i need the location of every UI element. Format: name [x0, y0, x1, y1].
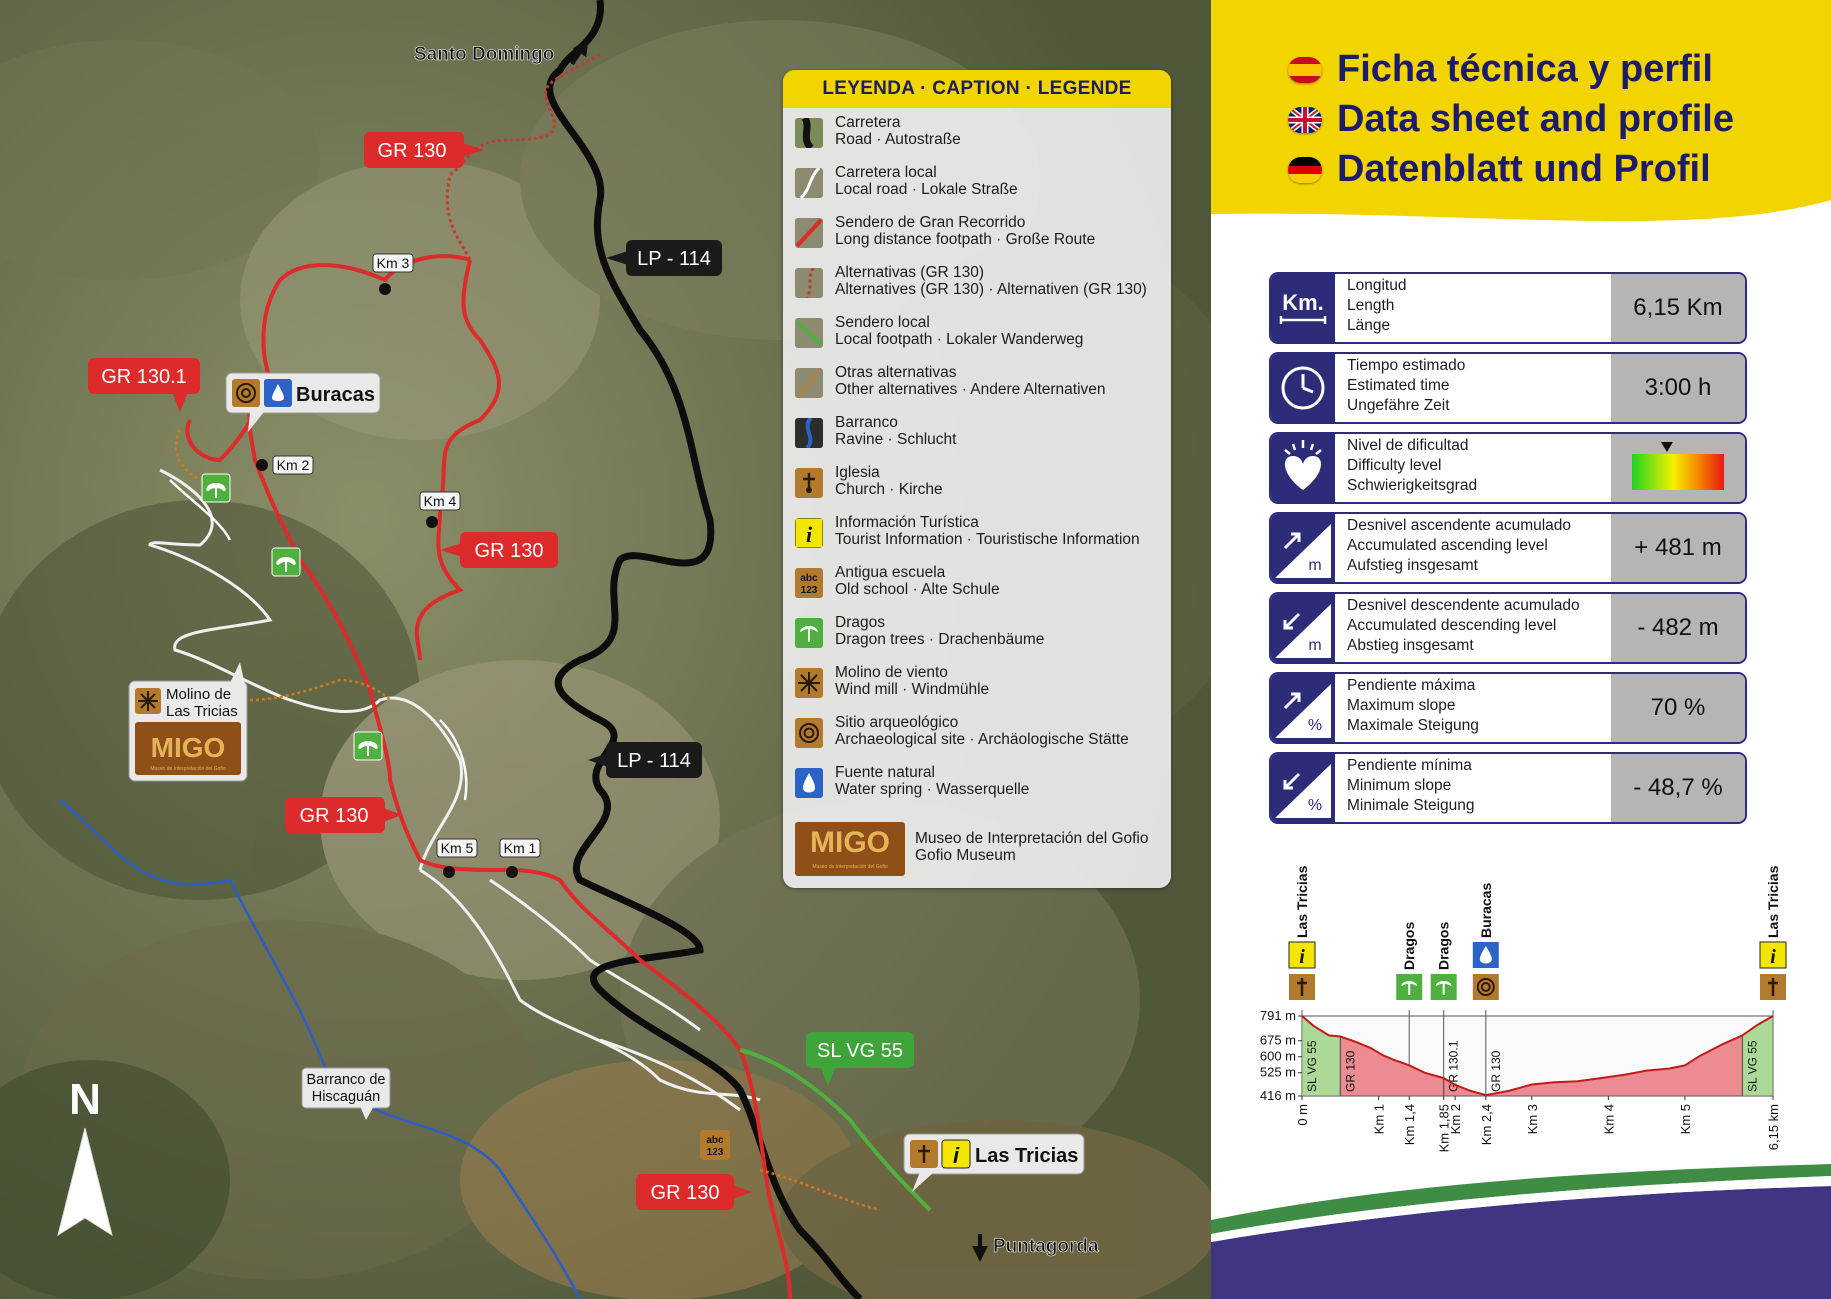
- stat-label: Minimum slope: [1347, 777, 1452, 794]
- panel-title: Ficha técnica y perfil: [1337, 48, 1713, 90]
- km-marker-label: Km 1: [503, 840, 537, 856]
- stat-label: Länge: [1347, 317, 1391, 334]
- x-tick-label: Km 2,4: [1478, 1104, 1494, 1146]
- ascending-icon: [1271, 514, 1335, 582]
- km-marker-label: Km 3: [376, 255, 410, 271]
- germany-flag-icon: [1288, 157, 1322, 183]
- x-tick-label: Km 5: [1677, 1104, 1693, 1135]
- dragon-tree-icon: [795, 618, 823, 648]
- svg-text:i: i: [952, 1143, 960, 1168]
- legend-label-translations: Long distance footpath · Große Route: [835, 231, 1096, 248]
- legend-row: [795, 714, 1165, 760]
- old-school-icon: [795, 568, 823, 598]
- legend-label-translations: Old school · Alte Schule: [835, 581, 1000, 598]
- stat-label: Pendiente máxima: [1347, 677, 1476, 694]
- stat-value: - 48,7 %: [1611, 754, 1745, 822]
- svg-text:m: m: [1308, 637, 1322, 654]
- stat-label: Accumulated ascending level: [1347, 537, 1548, 554]
- heart-difficulty-icon: [1271, 434, 1335, 502]
- gr130-tag: [285, 797, 402, 833]
- legend-label-translations: Alternatives (GR 130) · Alternativen (GR 130): [835, 281, 1147, 298]
- stat-value: 70 %: [1611, 674, 1745, 742]
- legend-label-primary: Barranco: [835, 414, 898, 431]
- poi-label: Las Tricias: [1294, 865, 1310, 938]
- x-tick-label: 0 m: [1295, 1104, 1310, 1126]
- stat-label: Pendiente mínima: [1347, 757, 1472, 774]
- legend-label-translations: Tourist Information · Touristische Information: [835, 531, 1140, 548]
- ravine-icon: [795, 418, 823, 448]
- stat-label: Nivel de dificultad: [1347, 437, 1469, 454]
- data-sheet-panel: [1211, 0, 1831, 1299]
- poi-label: Buracas: [1477, 882, 1494, 938]
- y-tick-label: 600 m: [1259, 1048, 1296, 1064]
- panel-title: Datenblatt und Profil: [1337, 148, 1711, 190]
- segment-label: GR 130.1: [1446, 1040, 1461, 1092]
- dragon-tree-icon: [272, 548, 300, 576]
- svg-text:Buracas: Buracas: [296, 384, 375, 406]
- stat-row: [1269, 352, 1747, 424]
- bottom-stripes: [1211, 1150, 1831, 1299]
- elevation-profile-chart: [1211, 840, 1831, 1170]
- y-tick-label: 525 m: [1259, 1064, 1296, 1080]
- svg-text:i: i: [1299, 946, 1305, 968]
- km-marker-label: Km 4: [423, 493, 457, 509]
- poi-label: Dragos: [1435, 921, 1452, 970]
- dragon-tree-icon: [1431, 974, 1457, 1000]
- legend-row: [795, 464, 1165, 510]
- svg-text:Las Tricias: Las Tricias: [975, 1145, 1079, 1167]
- svg-text:LP - 114: LP - 114: [617, 750, 691, 772]
- legend-label-translations: Archaeological site · Archäologische Stätte: [835, 731, 1129, 748]
- descending-icon: [1271, 594, 1335, 662]
- water-spring-icon: [795, 768, 823, 798]
- legend-museum-l1: Museo de Interpretación del Gofio: [915, 830, 1149, 847]
- segment-label: SL VG 55: [1745, 1040, 1760, 1092]
- svg-text:GR 130: GR 130: [299, 805, 369, 827]
- stat-label: Maximale Steigung: [1347, 717, 1479, 734]
- svg-text:m: m: [1308, 557, 1322, 574]
- archaeological-site-icon: [795, 718, 823, 748]
- legend-label-primary: Alternativas (GR 130): [835, 264, 985, 281]
- santo-domingo-label: Santo Domingo: [414, 44, 555, 65]
- svg-text:123: 123: [800, 585, 818, 596]
- legend-label-translations: Local road · Lokale Straße: [835, 181, 1018, 198]
- x-tick-label: Km 2: [1448, 1104, 1464, 1135]
- stat-label: Difficulty level: [1347, 457, 1442, 474]
- stat-row: [1269, 752, 1747, 824]
- svg-text:GR 130: GR 130: [650, 1182, 720, 1204]
- svg-text:Museo de Interpretación del Go: Museo de Interpretación del Gofio: [150, 766, 226, 772]
- svg-text:GR 130.1: GR 130.1: [101, 366, 187, 388]
- legend-label-translations: Road · Autostraße: [835, 131, 961, 148]
- km-marker-label: Km 5: [440, 840, 474, 856]
- dragon-tree-icon: [354, 732, 382, 760]
- legend-row: [795, 314, 1165, 360]
- stat-label: Desnivel descendente acumulado: [1347, 597, 1580, 614]
- svg-text:MIGO: MIGO: [150, 732, 226, 763]
- stat-row: [1269, 592, 1747, 664]
- svg-text:GR 130: GR 130: [474, 540, 544, 562]
- legend-label-translations: Ravine · Schlucht: [835, 431, 957, 448]
- legend-label-primary: Carretera: [835, 114, 901, 131]
- svg-text:Molino de: Molino de: [166, 686, 232, 703]
- legend-label-translations: Other alternatives · Andere Alternativen: [835, 381, 1106, 398]
- difficulty-gauge: [1611, 434, 1745, 502]
- legend-label-translations: Water spring · Wasserquelle: [835, 781, 1030, 798]
- x-tick-label: Km 1,4: [1402, 1104, 1418, 1146]
- stat-label: Desnivel ascendente acumulado: [1347, 517, 1572, 534]
- stat-value: 6,15 Km: [1611, 274, 1745, 342]
- water-spring-icon: [1473, 942, 1499, 968]
- stat-label: Accumulated descending level: [1347, 617, 1557, 634]
- tourist-info-icon: [1760, 942, 1786, 968]
- legend-label-primary: Sendero local: [835, 314, 930, 331]
- max-slope-icon: [1271, 674, 1335, 742]
- legend-label-translations: Dragon trees · Drachenbäume: [835, 631, 1045, 648]
- legend-row: [795, 364, 1165, 410]
- stat-label: Estimated time: [1347, 377, 1450, 394]
- svg-text:abc: abc: [706, 1135, 724, 1146]
- stat-value: - 482 m: [1611, 594, 1745, 662]
- road-icon: [795, 118, 823, 148]
- tourist-info-icon: [795, 518, 823, 548]
- archaeological-site-icon: [1473, 974, 1499, 1000]
- legend-label-translations: Wind mill · Windmühle: [835, 681, 990, 698]
- panel-title: Data sheet and profile: [1337, 98, 1734, 140]
- legend-row: [795, 164, 1165, 210]
- church-icon: [1289, 974, 1315, 1000]
- spain-flag-icon: [1288, 57, 1322, 83]
- min-slope-icon: [1271, 754, 1335, 822]
- migo-logo: MIGO Museo de Interpretación del Gofio: [795, 822, 905, 876]
- legend-panel: [783, 70, 1171, 888]
- windmill-icon: [795, 668, 823, 698]
- legend-row: [795, 664, 1165, 710]
- stat-label: Ungefähre Zeit: [1347, 397, 1450, 414]
- segment-label: GR 130: [1488, 1050, 1503, 1092]
- stat-label: Tiempo estimado: [1347, 357, 1466, 374]
- y-tick-label: 675 m: [1259, 1032, 1296, 1048]
- stat-label: Maximum slope: [1347, 697, 1456, 714]
- legend-label-primary: Dragos: [835, 614, 885, 631]
- stat-value: + 481 m: [1611, 514, 1745, 582]
- svg-text:N: N: [69, 1075, 101, 1124]
- segment-label: SL VG 55: [1305, 1040, 1319, 1092]
- tourist-info-icon: [1289, 942, 1315, 968]
- y-tick-label: 791 m: [1259, 1008, 1296, 1023]
- poi-label: Las Tricias: [1765, 865, 1781, 938]
- x-tick-label: Km 4: [1601, 1104, 1617, 1135]
- stat-row: [1269, 432, 1747, 504]
- svg-text:abc: abc: [800, 573, 818, 584]
- km-marker-label: Km 2: [276, 457, 310, 473]
- gr-alternative-icon: [795, 268, 823, 298]
- legend-row: [795, 264, 1165, 310]
- legend-label-primary: Antigua escuela: [835, 564, 946, 581]
- stat-row: [1269, 672, 1747, 744]
- svg-text:Las Tricias: Las Tricias: [166, 703, 238, 720]
- old-school-icon: [700, 1130, 730, 1160]
- svg-text:Barranco de: Barranco de: [306, 1072, 386, 1088]
- gr-footpath-icon: [795, 218, 823, 248]
- svg-text:%: %: [1307, 717, 1323, 734]
- legend-label-translations: Local footpath · Lokaler Wanderweg: [835, 331, 1084, 348]
- svg-text:GR 130: GR 130: [377, 140, 447, 162]
- x-tick-label: Km 1: [1371, 1104, 1387, 1135]
- local-footpath-icon: [795, 318, 823, 348]
- church-icon: [795, 468, 823, 498]
- stat-label: Schwierigkeitsgrad: [1347, 477, 1478, 494]
- svg-text:i: i: [805, 522, 813, 547]
- legend-label-translations: Church · Kirche: [835, 481, 943, 498]
- legend-label-primary: Iglesia: [835, 464, 880, 481]
- legend-museum-l2: Gofio Museum: [915, 847, 1016, 864]
- legend-label-primary: Información Turística: [835, 514, 979, 531]
- segment-label: GR 130: [1343, 1050, 1358, 1092]
- difficulty-marker: [1661, 442, 1673, 452]
- stat-row: [1269, 512, 1747, 584]
- svg-text:%: %: [1307, 797, 1323, 814]
- svg-text:123: 123: [706, 1147, 724, 1158]
- stat-label: Longitud: [1347, 277, 1407, 294]
- legend-row: [795, 514, 1165, 560]
- poi-label: Dragos: [1401, 921, 1418, 970]
- stat-row: [1269, 272, 1747, 344]
- legend-row: [795, 414, 1165, 460]
- legend-row: [795, 114, 1165, 160]
- x-tick-label: Km 1,85: [1436, 1104, 1452, 1153]
- x-tick-label: Km 3: [1524, 1104, 1540, 1135]
- dragon-tree-icon: [202, 474, 230, 502]
- legend-label-primary: Fuente natural: [835, 764, 935, 781]
- legend-label-primary: Carretera local: [835, 164, 937, 181]
- church-icon: [1760, 974, 1786, 1000]
- y-tick-label: 416 m: [1259, 1088, 1296, 1103]
- stat-value: 3:00 h: [1611, 354, 1745, 422]
- km-icon: [1271, 274, 1335, 342]
- dragon-tree-icon: [1396, 974, 1422, 1000]
- legend-label-primary: Sitio arqueológico: [835, 714, 959, 731]
- clock-icon: [1271, 354, 1335, 422]
- legend-row: [795, 564, 1165, 610]
- legend-row: [795, 214, 1165, 260]
- stat-label: Length: [1347, 297, 1395, 314]
- stat-label: Abstieg insgesamt: [1347, 637, 1474, 654]
- stat-label: Minimale Steigung: [1347, 797, 1475, 814]
- legend-row: [795, 764, 1165, 810]
- svg-text:SL VG 55: SL VG 55: [817, 1040, 903, 1062]
- legend-label-primary: Otras alternativas: [835, 364, 957, 381]
- legend-label-primary: Sendero de Gran Recorrido: [835, 214, 1026, 231]
- uk-flag-icon: [1288, 107, 1322, 133]
- legend-museum-row: [795, 818, 1165, 878]
- svg-text:Hiscaguán: Hiscaguán: [311, 1089, 381, 1105]
- svg-text:LP - 114: LP - 114: [637, 248, 711, 270]
- local-road-icon: [795, 168, 823, 198]
- svg-text:i: i: [1770, 946, 1776, 968]
- stat-label: Aufstieg insgesamt: [1347, 557, 1478, 574]
- svg-text:Km.: Km.: [1282, 290, 1324, 315]
- puntagorda-label: Puntagorda: [993, 1236, 1099, 1257]
- other-alternatives-icon: [795, 368, 823, 398]
- legend-label-primary: Molino de viento: [835, 664, 948, 681]
- x-tick-label: 6,15 km: [1766, 1104, 1781, 1151]
- legend-row: [795, 614, 1165, 660]
- legend-title: LEYENDA · CAPTION · LEGENDE: [783, 70, 1171, 108]
